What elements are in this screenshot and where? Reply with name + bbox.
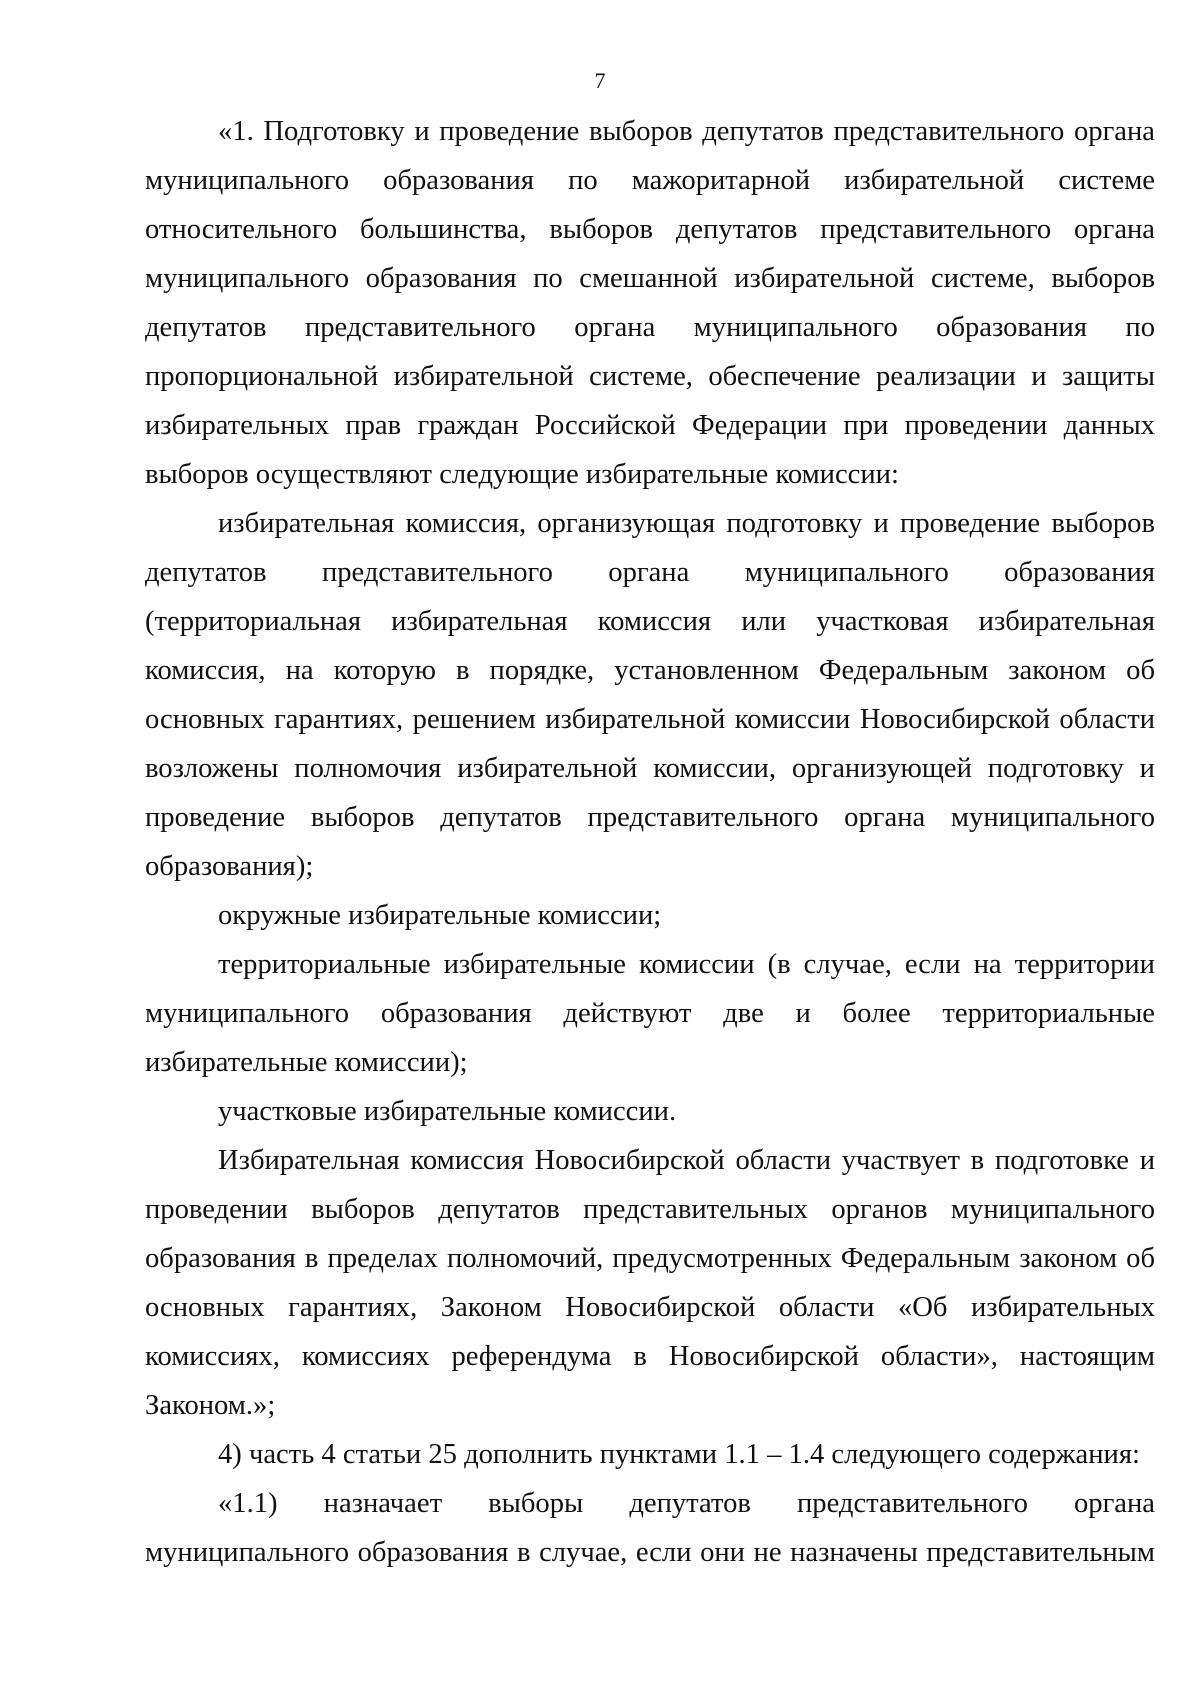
paragraph-regional-commission: Избирательная комиссия Новосибирской области участвует в подготовке и проведении выборов депутатов представительных органов муниципального образования в пределах полномочий, предусмотренных Федеральным законом об основных гарантиях, Законом Новосибирской области «Об избирательных комиссиях, комиссиях референдума в Новосибирской области», настоящим Законом.»; (145, 1145, 1155, 1421)
paragraph-commissions-list-intro: «1. Подготовку и проведение выборов депутатов представительного органа муниципального образования по мажоритарной избирательной системе относительного большинства, выборов депутатов представительного органа муниципального образования по смешанной избирательной системе, выборов депутатов представительного органа муниципального образования по пропорциональной избирательной системе, обеспечение реализации и защиты избирательных прав граждан Российской Федерации при проведении данных выборов осуществляют следующие избирательные комиссии: (145, 116, 1155, 490)
paragraph-district-commissions: окружные избирательные комиссии; (218, 900, 662, 931)
paragraph-territorial-commissions: территориальные избирательные комиссии (в случае, если на территории муниципального образования действуют две и более территориальные избирательные комиссии); (145, 949, 1155, 1078)
paragraph-organizing-commission: избирательная комиссия, организующая подготовку и проведение выборов депутатов представительного органа муниципального образования (территориальная избирательная комиссия или участковая избирательная комиссия, на которую в порядке, установленном Федеральным законом об основных гарантиях, решением избирательной комиссии Новосибирской области возложены полномочия избирательной комиссии, организующей подготовку и проведение выборов депутатов представительного органа муниципального образования); (145, 508, 1155, 882)
document-body (145, 107, 1155, 1577)
page-number: 7 (594, 68, 606, 93)
paragraph-amendment-item-4: 4) часть 4 статьи 25 дополнить пунктами 1.1 – 1.4 следующего содержания: (218, 1439, 1140, 1470)
paragraph-item-1-1: «1.1) назначает выборы депутатов представительного органа муниципального образования в случае, если они не назначены представительным (145, 1488, 1155, 1568)
paragraph-precinct-commissions: участковые избирательные комиссии. (218, 1096, 677, 1127)
